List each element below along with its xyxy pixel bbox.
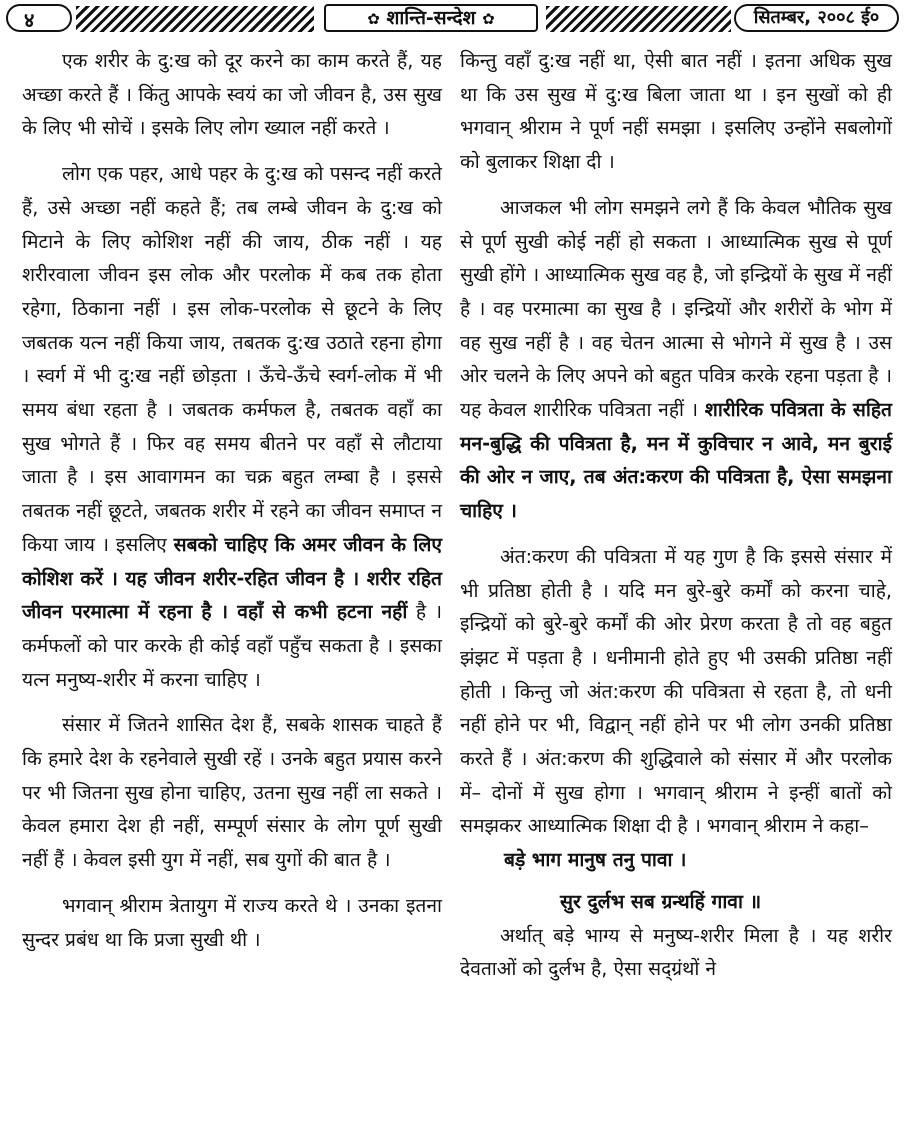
paragraph: अंत:करण की पवित्रता में यह गुण है कि इससे संसार में भी प्रतिष्ठा होती है । यदि मन बुरे-बुरे कर्मों को करना चाहे, इन्द्रियों को बुरे-बुरे कर्मों की ओर प्रेरण करता है तो वह बहुत झंझट में पड़ता है । धनीमानी होते हुए भी उसकी प्रतिष्ठा नहीं होती । किन्तु जो अंत:करण की पवित्रता से रहता है, तो धनी नहीं होने पर भी, विद्वान् नहीं होने पर भी लोग उनकी प्रतिष्ठा करते हैं । अंत:करण की शुद्धिवाले को संसार में और परलोक में– दोनों में सुख होगा । भगवान् श्रीराम ने इन्हीं बातों को समझकर आध्यात्मिक शिक्षा दी है । भगवान् श्रीराम ने कहा– [460, 544, 892, 838]
paragraph-text: है । कर्मफलों को पार करके ही कोई वहाँ पहुँच सकता है । इसका यत्न मनुष्य-शरीर में करना चाहिए । [22, 600, 442, 691]
paragraph: भगवान् श्रीराम त्रेतायुग में राज्य करते थे । उनका इतना सुन्दर प्रबंध था कि प्रजा सुखी थी । [22, 893, 442, 951]
flower-ornament-icon: ✿ [367, 10, 380, 28]
paragraph [460, 191, 892, 528]
issue-date: सितम्बर, २००८ ई० [734, 4, 899, 32]
paragraph: अर्थात् बड़े भाग्य से मनुष्य-शरीर मिला है । यह शरीर देवताओं को दुर्लभ है, ऐसा सद्ग्रंथों ने [460, 923, 892, 981]
paragraph: संसार में जितने शासित देश हैं, सबके शासक चाहते हैं कि हमारे देश के रहनेवाले सुखी रहें । उनके बहुत प्रयास करने पर भी जितना सुख होना चाहिए, उतना सुख नहीं ला सकते । केवल हमारा देश ही नहीं, सम्पूर्ण संसार के लोग पूर्ण सुखी नहीं हैं । केवल इसी युग में नहीं, सब युगों की बात है । [22, 713, 442, 872]
paragraph: किन्तु वहाँ दु:ख नहीं था, ऐसी बात नहीं । इतना अधिक सुख था कि उस सुख में दु:ख बिला जाता था । इन सुखों को ही भगवान् श्रीराम ने पूर्ण नहीं समझा । इसलिए उन्होंने सबलोगों को बुलाकर शिक्षा दी । [460, 49, 892, 174]
bold-text: शारीरिक पवित्रता के सहित मन-बुद्धि की पवित्रता है, मन में कुविचार न आवे, मन बुराई की ओर न जाए, तब अंत:करण की पवित्रता है, ऐसा समझना चाहिए । [460, 398, 892, 523]
verse-line: बड़े भाग मानुष तनु पावा । [504, 848, 687, 872]
page-number: ४ [6, 4, 72, 32]
magazine-title-box [324, 4, 538, 32]
paragraph-text: आजकल भी लोग समझने लगे हैं कि केवल भौतिक सुख से पूर्ण सुखी कोई नहीं हो सकता । आध्यात्मिक सुख से पूर्ण सुखी होंगे । आध्यात्मिक सुख वह है, जो इन्द्रियों के सुख में नहीं है । वह परमात्मा का सुख है । इन्द्रियों और शरीरों के भोग में वह सुख नहीं है । वह चेतन आत्मा से भोगने में सुख है । उस ओर चलने के लिए अपने को बहुत पवित्र करके रहना पड़ता है । यह केवल शारीरिक पवित्रता नहीं । [460, 195, 892, 422]
header-hatch-left [76, 6, 314, 32]
page-header [6, 4, 899, 34]
left-column [22, 44, 442, 956]
right-column [460, 44, 892, 986]
header-hatch-right [546, 6, 731, 32]
flower-ornament-icon: ✿ [482, 10, 495, 28]
paragraph: एक शरीर के दु:ख को दूर करने का काम करते हैं, यह अच्छा करते हैं । किंतु आपके स्वयं का जो जीवन है, उस सुख के लिए भी सोचें । इसके लिए लोग ख्याल नहीं करते । [22, 49, 442, 140]
paragraph-text: लोग एक पहर, आधे पहर के दु:ख को पसन्द नहीं करते हैं, उसे अच्छा नहीं कहते हैं; तब लम्बे जीवन के दु:ख को मिटाने के लिए कोशिश नहीं की जाय, ठीक नहीं । यह शरीरवाला जीवन इस लोक और परलोक में कब तक होता रहेगा, ठिकाना नहीं । इस लोक-परलोक से छूटने के लिए जबतक यत्न नहीं किया जाय, तबतक दु:ख उठाते रहना होगा । स्वर्ग में भी दु:ख नहीं छोड़ता । ऊँचे-ऊँचे स्वर्ग-लोक में भी समय बंधा रहता है । जबतक कर्मफल है, तबतक वहाँ का सुख भोगते हैं । फिर वह समय बीतने पर वहाँ से लौटाया जाता है । इस आवागमन का चक्र बहुत लम्बा है । इससे तबतक नहीं छूटते, जबतक शरीर में रहने का जीवन समाप्त न किया जाय । इसलिए [22, 162, 442, 556]
bold-text: सबको चाहिए कि अमर जीवन के लिए कोशिश करें । यह जीवन शरीर-रहित जीवन है । शरीर रहित जीवन परमात्मा में रहना है । वहाँ से कभी हटना नहीं [22, 532, 442, 624]
paragraph [22, 157, 442, 696]
magazine-title: शान्ति-सन्देश [386, 7, 476, 29]
verse-line: सुर दुर्लभ सब ग्रन्थहिं गावा ॥ [560, 889, 762, 913]
